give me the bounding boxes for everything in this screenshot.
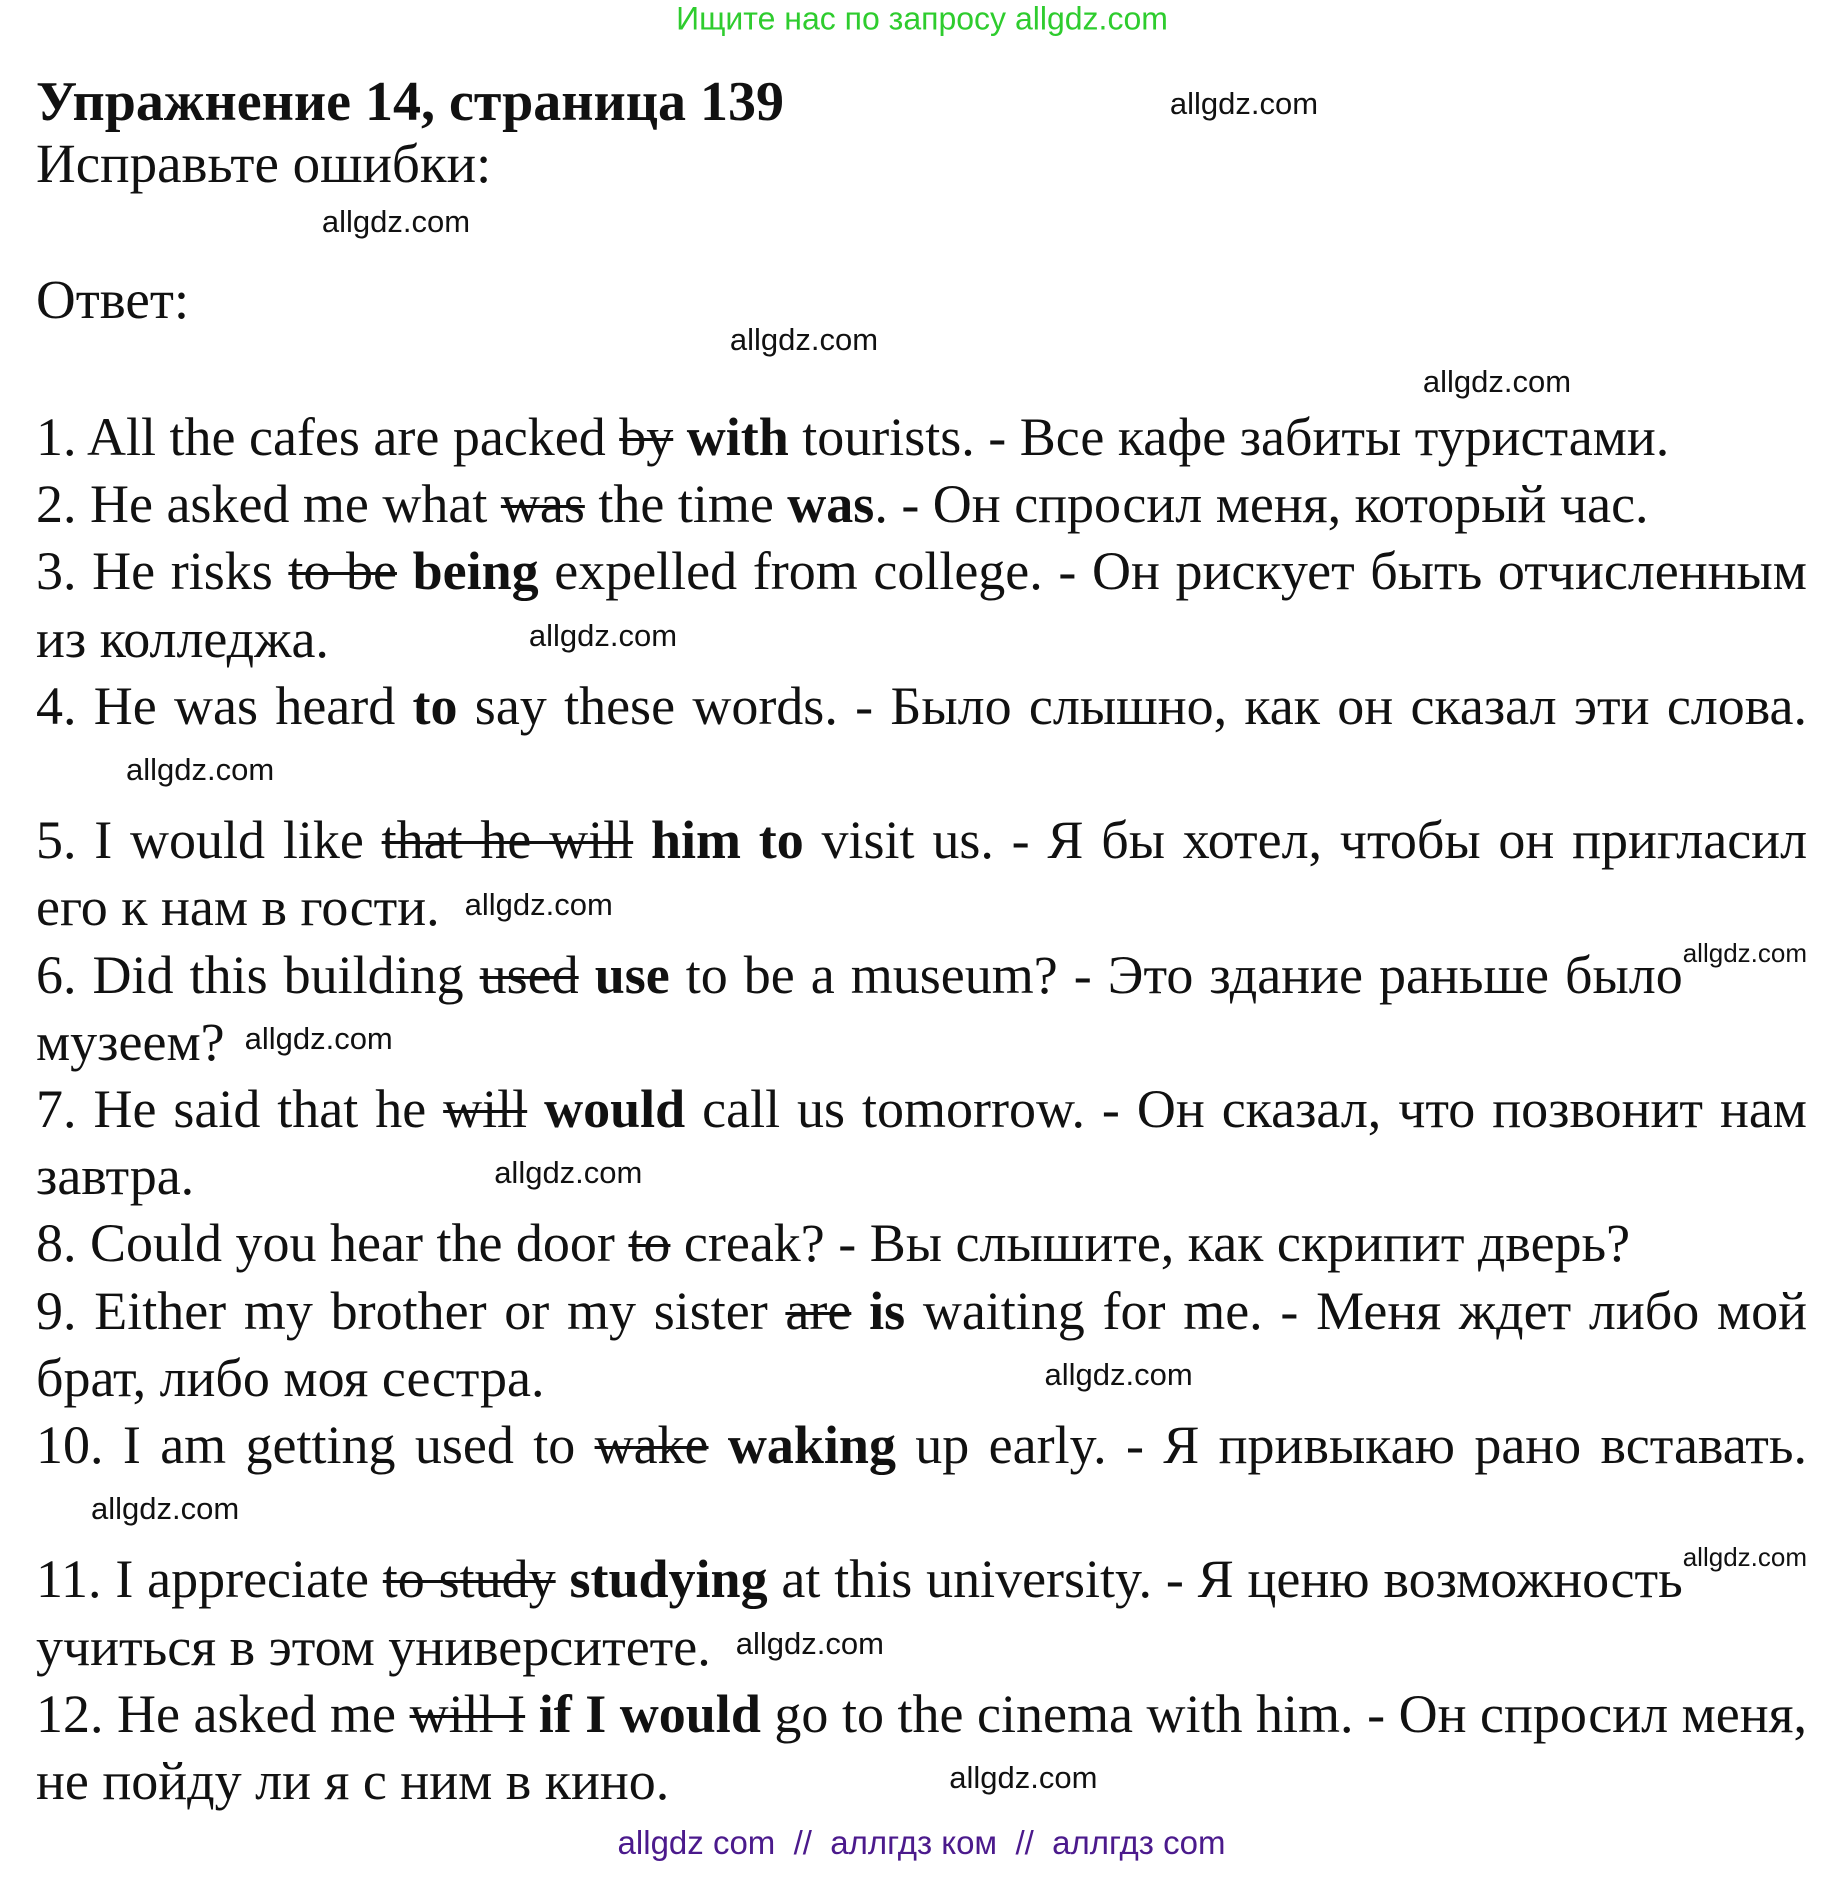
- sentence-text: 2. He asked me what: [36, 474, 501, 535]
- sentence-text: 1. All the cafes are packed: [36, 407, 620, 467]
- sentence-text: 8. Could you hear the door: [36, 1213, 629, 1274]
- sentence-text: [633, 810, 651, 870]
- correction-text: waking: [727, 1415, 896, 1476]
- page-title: Упражнение 14, страница 139: [36, 71, 785, 133]
- struck-error-text: to: [628, 1213, 671, 1274]
- watermark: allgdz.com: [949, 1760, 1098, 1796]
- watermark: allgdz.com: [1422, 364, 1572, 399]
- sentence-text: creak? - Вы слышите, как скрипит дверь?: [670, 1213, 1631, 1274]
- watermark: allgdz.com: [729, 322, 879, 357]
- correction-text: if I would: [538, 1683, 761, 1744]
- sentence-text: [673, 407, 687, 467]
- correction-text: with: [686, 407, 789, 467]
- sentence-text: at this university. - Я ценю возможность учиться в этом университете.: [36, 1549, 1683, 1677]
- correction-text: him to: [650, 810, 804, 871]
- sentence-text: [709, 1415, 728, 1475]
- sentence-text: 5. I would like: [36, 810, 382, 871]
- answer-item: [36, 673, 1807, 807]
- watermark: allgdz.com: [735, 1625, 884, 1661]
- sentence-text: waiting for me. - Меня ждет либо мой брат, либо моя сестра.: [36, 1280, 1808, 1408]
- answer-item: [36, 471, 1807, 538]
- struck-error-text: was: [500, 474, 585, 535]
- sentence-text: [527, 1079, 544, 1139]
- answer-item: [36, 1542, 1807, 1680]
- sentence-text: 9. Either my brother or my sister: [36, 1280, 786, 1341]
- sentence-text: [397, 541, 413, 601]
- answer-list: [36, 404, 1807, 1865]
- sentence-text: go to the cinema with him. - Он спросил меня, не пойду ли я с ним в кино.: [36, 1683, 1808, 1812]
- struck-error-text: will: [443, 1079, 528, 1140]
- correction-text: was: [787, 474, 875, 535]
- watermark: allgdz.com: [464, 886, 613, 922]
- sentence-text: the time: [584, 474, 788, 535]
- sentence-text: visit us. - Я бы хотел, чтобы он пригласил его к нам в гости.: [36, 810, 1808, 938]
- watermark: allgdz.com: [244, 1020, 393, 1056]
- answer-item: [36, 1076, 1807, 1210]
- answer-label: Ответ:: [36, 269, 190, 330]
- correction-text: to: [412, 675, 458, 736]
- struck-error-text: to study: [382, 1549, 556, 1610]
- struck-error-text: will I: [409, 1683, 526, 1744]
- correction-text: would: [544, 1079, 686, 1140]
- answer-item: [36, 1412, 1807, 1546]
- watermark: allgdz.com: [1044, 1357, 1193, 1392]
- watermark: allgdz.com: [321, 204, 471, 239]
- sentence-text: [579, 945, 595, 1005]
- top-banner: Ищите нас по запросу allgdz.com: [676, 0, 1168, 37]
- sentence-text: tourists. - Все кафе забиты туристами.: [788, 407, 1670, 467]
- struck-error-text: by: [619, 407, 674, 467]
- sentence-text: . - Он спросил меня, который час.: [874, 474, 1649, 535]
- struck-error-text: to be: [288, 541, 397, 602]
- watermark: allgdz.com: [528, 617, 678, 653]
- watermark: allgdz.com: [1682, 1542, 1807, 1573]
- answer-item: [36, 807, 1807, 941]
- watermark: allgdz.com: [1169, 86, 1319, 121]
- sentence-text: say these words. - Было слышно, как он сказал эти слова.: [457, 675, 1807, 736]
- sentence-text: [525, 1684, 539, 1744]
- sentence-text: expelled from college. - Он рискует быть отчисленным из колледжа.: [36, 541, 1807, 669]
- footer-links: allgdz com // аллгдз ком // аллгдз com: [617, 1824, 1226, 1862]
- sentence-text: 6. Did this building: [36, 944, 480, 1005]
- struck-error-text: are: [785, 1280, 852, 1341]
- answer-item: [36, 1681, 1807, 1815]
- struck-error-text: that he will: [381, 810, 634, 871]
- watermark: allgdz.com: [126, 752, 275, 788]
- correction-text: being: [412, 541, 539, 602]
- correction-text: studying: [569, 1549, 768, 1610]
- answer-item: [36, 538, 1807, 672]
- sentence-text: 11. I appreciate: [36, 1549, 383, 1610]
- answer-item: [36, 1210, 1807, 1277]
- sentence-text: 12. He asked me: [36, 1683, 410, 1744]
- sentence-text: 4. He was heard: [36, 675, 413, 736]
- answer-item: [36, 1278, 1807, 1412]
- watermark: allgdz.com: [494, 1155, 643, 1191]
- sentence-text: [556, 1549, 570, 1609]
- correction-text: use: [594, 944, 670, 1005]
- sentence-text: 7. He said that he: [36, 1079, 444, 1140]
- sentence-text: 3. He risks: [36, 541, 289, 602]
- correction-text: is: [869, 1280, 906, 1341]
- sentence-text: to be a museum? - Это здание раньше было музеем?: [36, 944, 1683, 1072]
- sentence-text: up early. - Я привыкаю рано вставать.: [895, 1415, 1807, 1476]
- watermark: allgdz.com: [91, 1491, 240, 1527]
- answer-item: [36, 937, 1807, 1076]
- answer-item: [36, 404, 1807, 471]
- task-instruction: Исправьте ошибки:: [36, 133, 492, 194]
- watermark: allgdz.com: [1682, 937, 1807, 968]
- struck-error-text: used: [479, 944, 579, 1005]
- sentence-text: [851, 1281, 869, 1341]
- sentence-text: 10. I am getting used to: [36, 1415, 595, 1476]
- struck-error-text: wake: [594, 1415, 709, 1476]
- sentence-text: call us tomorrow. - Он сказал, что позвонит нам завтра.: [36, 1079, 1807, 1207]
